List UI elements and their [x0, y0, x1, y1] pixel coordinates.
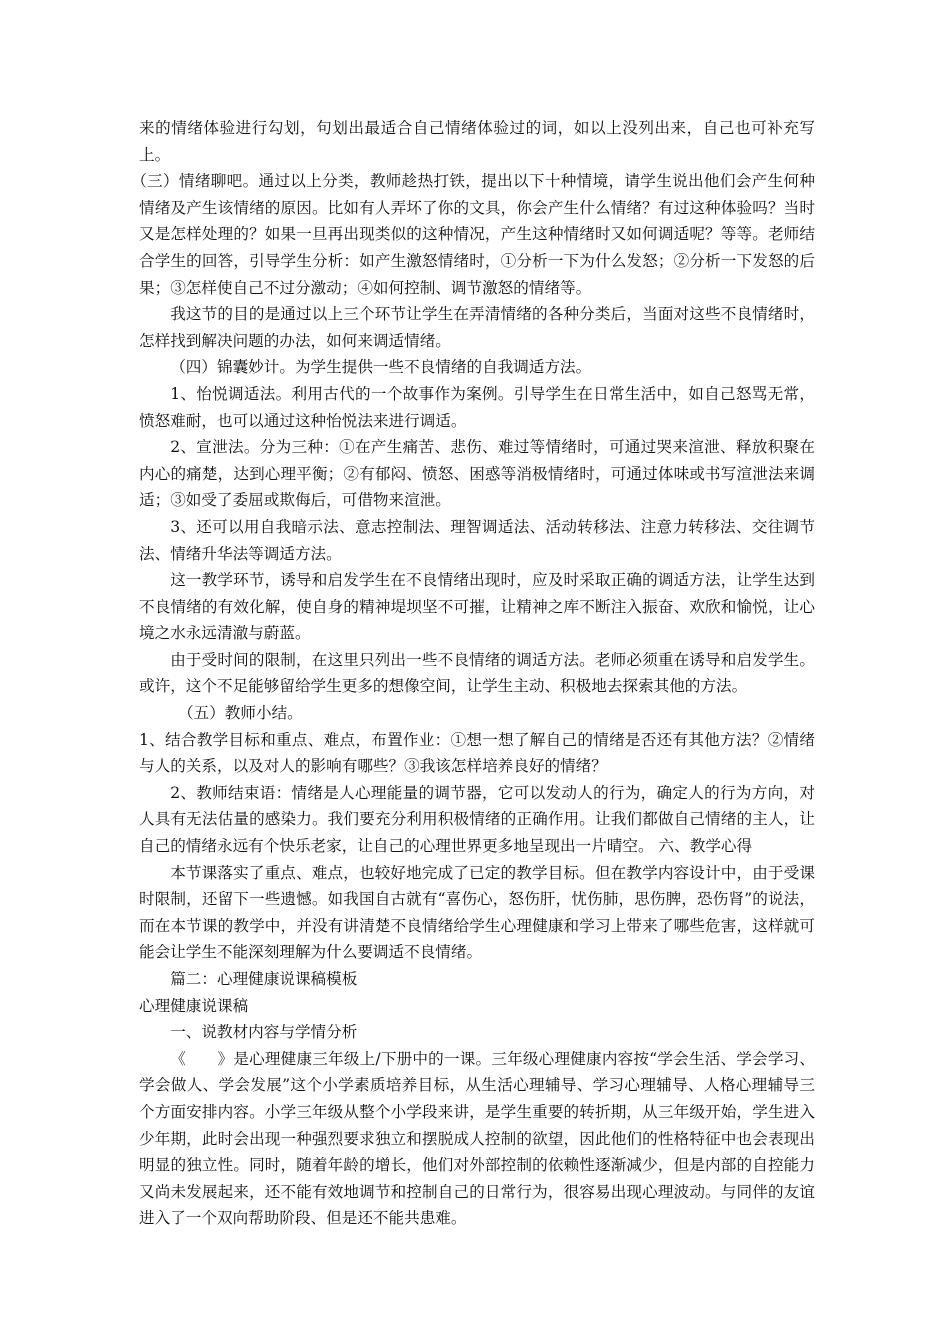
- paragraph: 这一教学环节，诱导和启发学生在不良情绪出现时，应及时采取正确的调适方法，让学生达到不良情绪的有效化解，使自身的精神堤坝坚不可摧，让精神之库不断注入振奋、欢欣和愉悦，让心境之水永远清澈与蔚蓝。: [139, 571, 815, 643]
- paragraph: 由于受时间的限制，在这里只列出一些不良情绪的调适方法。老师必须重在诱导和启发学生。或许，这个不足能够留给学生更多的想像空间，让学生主动、积极地去探索其他的方法。: [139, 650, 815, 696]
- document-body: [131, 115, 815, 1232]
- section-heading: （五）教师小结。: [178, 704, 303, 723]
- paragraph: 本节课落实了重点、难点，也较好地完成了已定的教学目标。但在教学内容设计中，由于受课时限制，还留下一些遗憾。如我国自古就有“喜伤心，怒伤肝，忧伤肺，思伤脾，恐伤肾”的说法，而在本节课的教学中，并没有讲清楚不良情绪给学生心理健康和学习上带来了哪些危害，这样就可能会让学生不能深刻理解为什么要调适不良情绪。: [139, 863, 815, 962]
- paragraph: （三）情绪聊吧。通过以上分类，教师趁热打铁，提出以下十种情境，请学生说出他们会产生何种情绪及产生该情绪的原因。比如有人弄坏了你的文具，你会产生什么情绪？有过这种体验吗？当时又是怎样处理的？如果一旦再出现类似的这种情况，产生这种情绪时又如何调适呢？等等。老师结合学生的回答，引导学生分析：如产生激怒情绪时，①分析一下为什么发怒；②分析一下发怒的后果；③怎样使自己不过分激动；④如何控制、调节激怒的情绪等。: [131, 172, 815, 297]
- paragraph: 2、宣泄法。分为三种：①在产生痛苦、悲伤、难过等情绪时，可通过哭来渲泄、释放积聚在内心的痛楚，达到心理平衡；②有郁闷、愤怒、困惑等消极情绪时，可通过体味或书写渲泄法来调适；③如受了委屈或欺侮后，可借物来渲泄。: [139, 438, 815, 510]
- paragraph: 3、还可以用自我暗示法、意志控制法、理智调适法、活动转移法、注意力转移法、交往调节法、情绪升华法等调适方法。: [139, 517, 815, 563]
- document-title: 心理健康说课稿: [139, 996, 249, 1015]
- paragraph: 1、怡悦调适法。利用古代的一个故事作为案例。引导学生在日常生活中，如自己怒骂无常，愤怒难耐，也可以通过这种怡悦法来进行调适。: [139, 384, 815, 430]
- paragraph: 我这节的目的是通过以上三个环节让学生在弄清情绪的各种分类后，当面对这些不良情绪时，怎样找到解决问题的办法，如何来调适情绪。: [139, 305, 815, 350]
- section-heading: （四）锦囊妙计。为学生提供一些不良情绪的自我调适方法。: [170, 358, 592, 377]
- paragraph: 2、教师结束语：情绪是人心理能量的调节器，它可以发动人的行为，确定人的行为方向，对人具有无法估量的感染力。我们要充分利用积极情绪的正确作用。让我们都做自己情绪的主人，让自己的情绪永远有个快乐老家，让自己的心理世界更多地呈现出一片晴空。 六、教学心得: [139, 783, 815, 856]
- section-heading: 一、说教材内容与学情分析: [170, 1023, 358, 1042]
- paragraph: 《 》是心理健康三年级上/下册中的一课。三年级心理健康内容按“学会生活、学会学习、学会做人、学会发展”这个小学素质培养目标，从生活心理辅导、学习心理辅导、人格心理辅导三个方面安排内容。小学三年级从整个小学段来讲，是学生重要的转折期，从三年级开始，学生进入少年期，此时会出现一种强烈要求独立和摆脱成人控制的欲望，因此他们的性格特征中也会表现出明显的独立性。同时，随着年龄的增长，他们对外部控制的依赖性逐渐减少，但是内部的自控能力又尚未发展起来，还不能有效地调节和控制自己的日常行为，很容易出现心理波动。与同伴的友谊进入了一个双向帮助阶段、但是还不能共患难。: [139, 1049, 815, 1228]
- paragraph: 来的情绪体验进行勾划，句划出最适合自己情绪体验过的词，如以上没列出来，自己也可补充写上。: [139, 119, 815, 164]
- paragraph: 1、结合教学目标和重点、难点，布置作业：①想一想了解自己的情绪是否还有其他方法？②情绪与人的关系，以及对人的影响有哪些？③我该怎样培养良好的情绪？: [139, 730, 815, 776]
- section-heading: 篇二：心理健康说课稿模板: [170, 970, 358, 988]
